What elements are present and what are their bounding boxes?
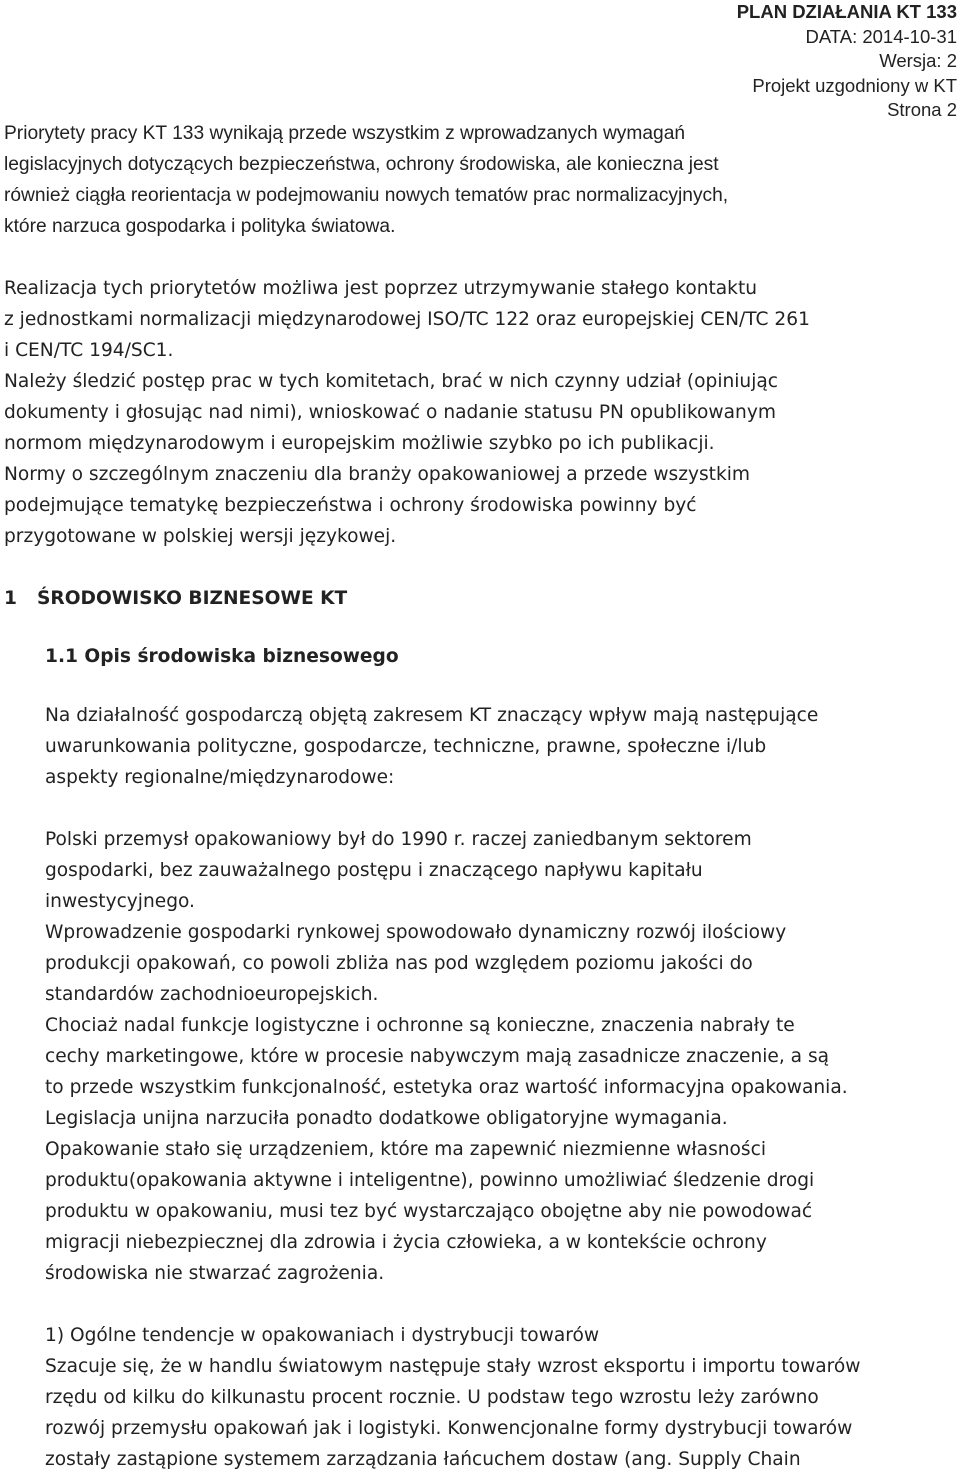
intro-paragraph-1 [4,118,956,242]
text-line: Szacuje się, że w handlu światowym następuje stały wzrost eksportu i importu towarów [45,1356,861,1377]
text-line: legislacyjnych dotyczących bezpieczeństwa, ochrony środowiska, ale konieczna jest [4,154,719,175]
text-line: standardów zachodnioeuropejskich. [45,984,379,1005]
body-paragraph-4 [45,1010,956,1103]
text-line: Na działalność gospodarczą objętą zakresem KT znaczący wpływ mają następujące [45,705,819,726]
body-paragraph-6 [45,1134,956,1289]
document-version: Wersja: 2 [879,50,957,71]
text-line: które narzuca gospodarka i polityka światowa. [4,216,396,237]
section-heading-1 [4,583,956,614]
section-title: ŚRODOWISKO BIZNESOWE KT [37,588,348,609]
section-number: 1 [4,588,17,609]
text-line: normom międzynarodowym i europejskim możliwie szybko po ich publikacji. [4,433,715,454]
text-line: migracji niebezpiecznej dla zdrowia i życia człowieka, a w kontekście ochrony [45,1232,767,1253]
text-line: środowiska nie stwarzać zagrożenia. [45,1263,385,1284]
text-line: Polski przemysł opakowaniowy był do 1990 r. raczej zaniedbanym sektorem [45,829,752,850]
text-line: Chociaż nadal funkcje logistyczne i ochronne są konieczne, znaczenia nabrały te [45,1015,795,1036]
document-status: Projekt uzgodniony w KT [752,74,957,96]
body-paragraph-7 [45,1351,956,1475]
text-line: produktu(opakowania aktywne i inteligentne), powinno umożliwiać śledzenie drogi [45,1170,815,1191]
text-line: rzędu od kilku do kilkunastu procent rocznie. U podstaw tego wzrostu leży zarówno [45,1387,819,1408]
text-line: cechy marketingowe, które w procesie nabywczym mają zasadnicze znaczenie, a są [45,1046,830,1067]
section-heading-1-1: 1.1 Opis środowiska biznesowego [45,646,399,667]
body-paragraph-2 [45,824,956,917]
page-number: Strona 2 [887,99,957,120]
text-line: to przede wszystkim funkcjonalność, estetyka oraz wartość informacyjna opakowania. [45,1077,848,1098]
body-paragraph-5 [45,1103,956,1134]
text-line: przygotowane w polskiej wersji językowej. [4,526,397,547]
text-line: zostały zastąpione systemem zarządzania łańcuchem dostaw (ang. Supply Chain [45,1449,801,1470]
intro-paragraph-2 [4,273,956,366]
text-line: gospodarki, bez zauważalnego postępu i znaczącego napływu kapitału [45,860,703,881]
text-line: Opakowanie stało się urządzeniem, które ma zapewnić niezmienne własności [45,1139,766,1160]
text-line: produktu w opakowaniu, musi tez być wystarczająco obojętne aby nie powodować [45,1201,813,1222]
body-paragraph-3 [45,917,956,1010]
spacer [4,614,956,641]
text-line: podejmujące tematykę bezpieczeństwa i ochrony środowiska powinny być [4,495,697,516]
text-line: uwarunkowania polityczne, gospodarcze, techniczne, prawne, społeczne i/lub [45,736,767,757]
text-line: inwestycyjnego. [45,891,195,912]
text-line: Priorytety pracy KT 133 wynikają przede wszystkim z wprowadzanych wymagań [4,123,686,144]
text-line: również ciągła reorientacja w podejmowaniu nowych tematów prac normalizacyjnych, [4,185,729,206]
text-line: Wprowadzenie gospodarki rynkowej spowodowało dynamiczny rozwój ilościowy [45,922,787,943]
document-title: PLAN DZIAŁANIA KT 133 [736,1,957,22]
text-line: dokumenty i głosując nad nimi), wnioskować o nadanie statusu PN opublikowanym [4,402,776,423]
text-line: Należy śledzić postęp prac w tych komitetach, brać w nich czynny udział (opiniując [4,371,779,392]
page-header [737,0,957,123]
text-line: produkcji opakowań, co powoli zbliża nas pod względem poziomu jakości do [45,953,753,974]
text-line: i CEN/TC 194/SC1. [4,340,174,361]
spacer [4,552,956,583]
spacer [4,672,956,700]
text-line: Legislacja unijna narzuciła ponadto dodatkowe obligatoryjne wymagania. [45,1108,728,1129]
subsection-heading: 1) Ogólne tendencje w opakowaniach i dystrybucji towarów [45,1325,600,1346]
text-line: aspekty regionalne/międzynarodowe: [45,767,395,788]
document-date: DATA: 2014-10-31 [805,25,957,47]
body-paragraph-1 [45,700,956,793]
spacer [45,1289,956,1320]
spacer [4,242,956,273]
intro-paragraph-4 [4,459,956,552]
body-block [4,700,956,1475]
spacer [45,793,956,824]
text-line: Normy o szczególnym znaczeniu dla branży opakowaniowej a przede wszystkim [4,464,751,485]
page-content [4,118,956,1475]
text-line: rozwój przemysłu opakowań jak i logistyki. Konwencjonalne formy dystrybucji towarów [45,1418,853,1439]
text-line: Realizacja tych priorytetów możliwa jest poprzez utrzymywanie stałego kontaktu [4,278,758,299]
intro-paragraph-3 [4,366,956,459]
text-line: z jednostkami normalizacji międzynarodowej ISO/TC 122 oraz europejskiej CEN/TC 261 [4,309,810,330]
